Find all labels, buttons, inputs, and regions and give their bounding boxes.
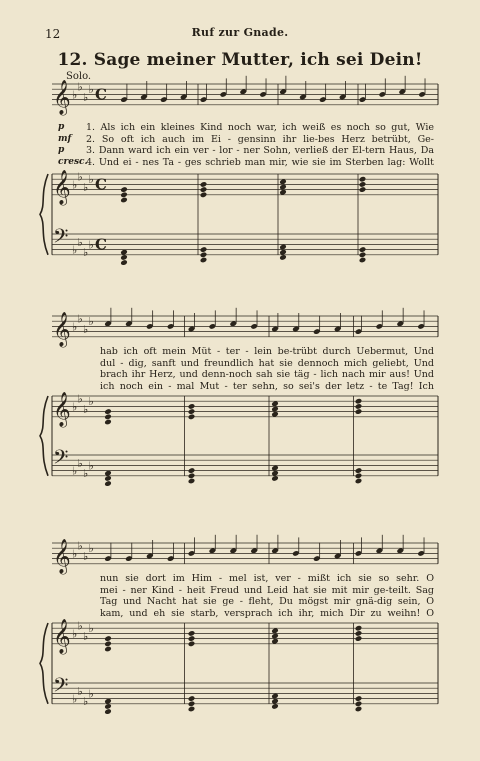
flat-sign-icon: ♭ [77, 312, 83, 326]
chord-note-head [200, 192, 208, 199]
chord-note-head [200, 252, 208, 259]
lyric-line: ich noch ein - mal Mut - ter sehn, so sei's der letz - te Tag! Ich [100, 380, 434, 392]
lyric-line: kam, und eh sie starb, versprach ich ihr, mich Dir zu weihn! O [100, 607, 434, 619]
flat-sign-icon: ♭ [72, 627, 78, 641]
chord-note-head [200, 181, 208, 188]
flat-sign-icon: ♭ [72, 320, 78, 334]
lyric-line: 1. Als ich ein kleines Kind noch war, ich weiß es noch so gut, Wie [86, 122, 434, 133]
chord-note-head [355, 701, 363, 708]
chord-note-head [104, 414, 112, 421]
chord-note-head [188, 403, 196, 410]
flat-sign-icon: ♭ [72, 88, 78, 102]
hymn-title: 12. Sage meiner Mutter, ich sei Dein! [57, 50, 423, 70]
chord-note-head [355, 630, 363, 637]
lyric-line: 4. Und ei - nes Ta - ges schrieb man mir, wie sie im Sterben lag: Wollt [86, 156, 434, 168]
chord-note-head [104, 408, 112, 415]
flat-sign-icon: ♭ [88, 173, 94, 187]
treble-clef-icon: 𝄞 [53, 169, 71, 205]
flat-sign-icon: ♭ [88, 622, 94, 636]
flat-sign-icon: ♭ [88, 459, 94, 473]
chord-note-head [359, 186, 367, 193]
flat-sign-icon: ♭ [77, 619, 83, 633]
flat-sign-icon: ♭ [83, 323, 89, 336]
lyric-line: hab ich oft mein Müt - ter - lein be-trübt durch Uebermut, Und [100, 346, 434, 357]
page-number: 12 [45, 27, 61, 41]
flat-sign-icon: ♭ [72, 464, 78, 478]
common-time-icon: C [95, 235, 107, 254]
chord-note-head [355, 403, 363, 410]
chord-note-head [188, 635, 196, 642]
dynamic-mark: p [58, 145, 65, 155]
flat-sign-icon: ♭ [83, 91, 89, 104]
chord-note-head [359, 252, 367, 259]
flat-sign-icon: ♭ [72, 178, 78, 192]
chord-note-head [200, 257, 208, 264]
flat-sign-icon: ♭ [88, 315, 94, 329]
chord-note-head [188, 695, 196, 702]
flat-sign-icon: ♭ [77, 170, 83, 184]
lyric-line: 2. So oft ich auch im Ei - gensinn ihr lie-bes Herz betrübt, Ge- [86, 133, 434, 145]
chord-note-head [200, 246, 208, 253]
chord-note-head [104, 646, 112, 653]
flat-sign-icon: ♭ [83, 181, 89, 194]
chord-note-head [355, 625, 363, 632]
chord-note-head [355, 467, 363, 474]
lyric-line: dul - dig, sanft und freundlich hat sie dennoch mich geliebt, Und [100, 357, 434, 369]
flat-sign-icon: ♭ [88, 83, 94, 97]
treble-clef-icon: 𝄞 [53, 618, 71, 654]
flat-sign-icon: ♭ [83, 246, 89, 260]
chord-note-head [120, 186, 128, 193]
flat-sign-icon: ♭ [83, 403, 89, 416]
flat-sign-icon: ♭ [72, 692, 78, 706]
system-brace [40, 396, 48, 476]
flat-sign-icon: ♭ [77, 539, 83, 553]
chord-note-head [359, 246, 367, 253]
chord-note-head [104, 641, 112, 648]
common-time-icon: C [95, 175, 107, 194]
flat-sign-icon: ♭ [77, 456, 83, 470]
lyric-line: nun sie dort im Him - mel ist, ver - mißt ich sie so sehr. O [100, 573, 434, 584]
treble-clef-icon: 𝄞 [53, 311, 71, 347]
flat-sign-icon: ♭ [88, 687, 94, 701]
chord-note-head [355, 635, 363, 642]
flat-sign-icon: ♭ [83, 467, 89, 481]
dynamic-mark: p [58, 122, 65, 132]
lyric-line: brach ihr Herz, und denn-noch sah sie täg - lich nach mir aus! Und [100, 369, 434, 380]
flat-sign-icon: ♭ [72, 547, 78, 561]
chord-note-head [120, 259, 128, 266]
flat-sign-icon: ♭ [77, 235, 83, 249]
system-brace [40, 174, 48, 255]
chord-note-head [104, 635, 112, 642]
chord-note-head [104, 480, 112, 487]
chord-note-head [355, 695, 363, 702]
flat-sign-icon: ♭ [77, 392, 83, 406]
running-head: Ruf zur Gnade. [191, 26, 289, 39]
chord-note-head [355, 398, 363, 405]
chord-note-head [200, 186, 208, 193]
flat-sign-icon: ♭ [83, 550, 89, 563]
lyrics-system-3 [100, 573, 434, 619]
chord-note-head [359, 257, 367, 264]
flat-sign-icon: ♭ [83, 695, 89, 709]
solo-label: Solo. [66, 71, 92, 82]
lyrics-system-2 [100, 346, 434, 392]
lyrics-system-1 [86, 122, 434, 168]
chord-note-head [188, 473, 196, 480]
chord-note-head [188, 414, 196, 421]
treble-clef-icon: 𝄞 [53, 538, 71, 574]
treble-clef-icon: 𝄞 [53, 79, 71, 115]
lyric-line: Tag und Nacht hat sie ge - fleht, Du mögst mir gnä-dig sein, O [100, 596, 434, 607]
chord-note-head [188, 706, 196, 713]
common-time-icon: C [95, 85, 107, 104]
flat-sign-icon: ♭ [72, 243, 78, 257]
bass-clef-icon: 𝄢 [53, 224, 69, 253]
flat-sign-icon: ♭ [88, 542, 94, 556]
chord-note-head [188, 641, 196, 648]
chord-note-head [104, 708, 112, 715]
system-brace [40, 623, 48, 704]
bass-clef-icon: 𝄢 [53, 673, 69, 702]
dynamic-mark: cresc. [58, 156, 88, 167]
lyric-line: 3. Dann ward ich ein ver - lor - ner Sohn, verließ der El-tern Haus, Da [86, 145, 434, 156]
flat-sign-icon: ♭ [77, 80, 83, 94]
chord-note-head [188, 701, 196, 708]
flat-sign-icon: ♭ [72, 400, 78, 414]
bass-clef-icon: 𝄢 [53, 445, 69, 474]
flat-sign-icon: ♭ [77, 684, 83, 698]
chord-note-head [188, 630, 196, 637]
flat-sign-icon: ♭ [88, 238, 94, 252]
chord-note-head [359, 181, 367, 188]
chord-note-head [120, 192, 128, 199]
chord-note-head [359, 176, 367, 183]
chord-note-head [188, 478, 196, 485]
dynamics-column [58, 122, 88, 168]
chord-note-head [355, 473, 363, 480]
chord-note-head [188, 467, 196, 474]
chord-note-head [355, 408, 363, 415]
chord-note-head [120, 197, 128, 204]
chord-note-head [188, 408, 196, 415]
chord-note-head [104, 419, 112, 426]
treble-clef-icon: 𝄞 [53, 391, 71, 427]
flat-sign-icon: ♭ [88, 395, 94, 409]
chord-note-head [355, 706, 363, 713]
dynamic-mark: mf [58, 133, 72, 144]
flat-sign-icon: ♭ [83, 630, 89, 643]
chord-note-head [355, 478, 363, 485]
lyric-line: mei - ner Kind - heit Freud und Leid hat sie mit mir ge-teilt. Sag [100, 584, 434, 596]
